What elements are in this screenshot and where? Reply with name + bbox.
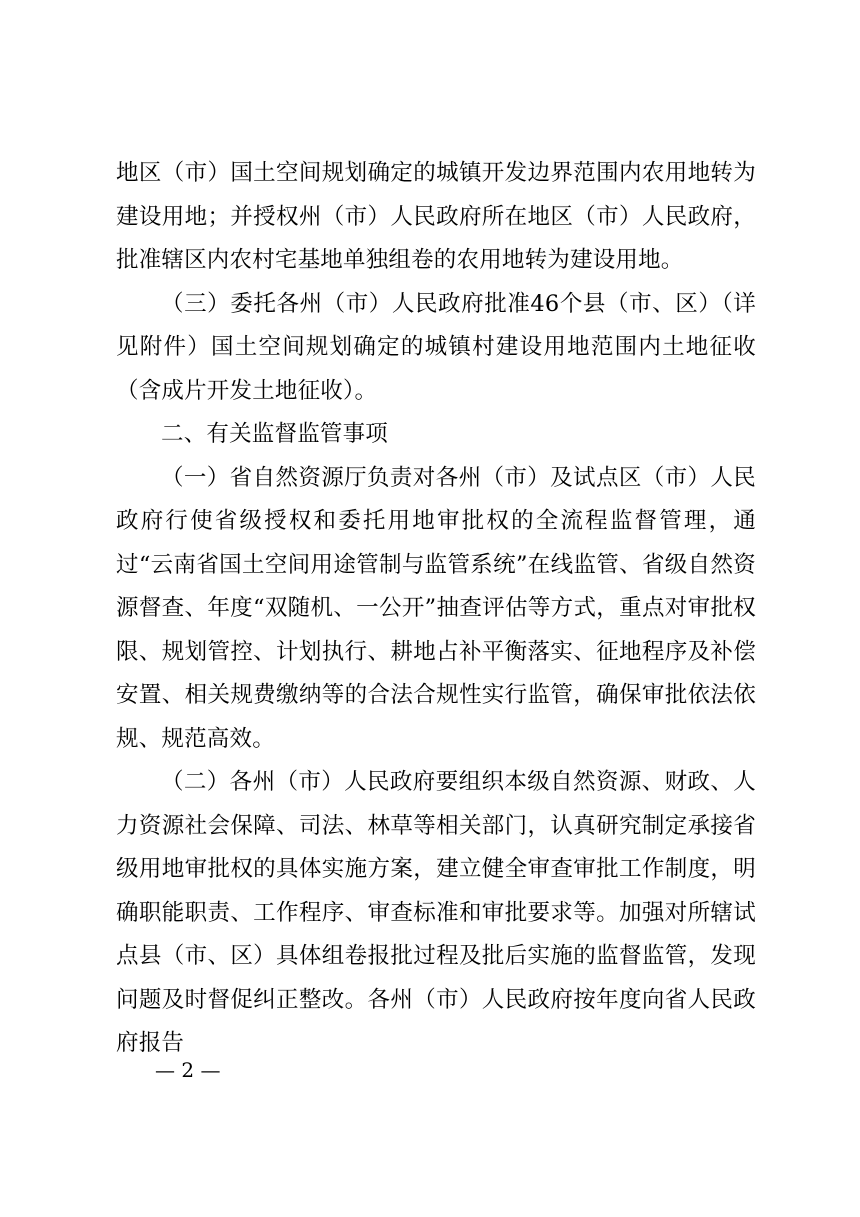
paragraph-continuation: 地区（市）国土空间规划确定的城镇开发边界范围内农用地转为建设用地；并授权州（市）人民政府所在地区（市）人民政府，批准辖区内农村宅基地单独组卷的农用地转为建设用地。 <box>116 160 756 273</box>
page-number: — 2 — <box>155 1058 221 1082</box>
paragraph-item-2: （二）各州（市）人民政府要组织本级自然资源、财政、人力资源社会保障、司法、林草等相关部门，认真研究制定承接省级用地审批权的具体实施方案，建立健全审查审批工作制度，明确职能职责、工作程序、审查标准和审批要求等。加强对所辖试点县（市、区）具体组卷报批过程及批后实施的监督监管，发现问题及时督促纠正整改。各州（市）人民政府按年度向省人民政府报告 <box>116 769 756 1056</box>
section-heading-supervision: 二、有关监督监管事项 <box>161 421 389 447</box>
paragraph-item-1: （一）省自然资源厅负责对各州（市）及试点区（市）人民政府行使省级授权和委托用地审批权的全流程监督管理，通过“云南省国土空间用途管制与监管系统”在线监管、省级自然资源督查、年度“双随机、一公开”抽查评估等方式，重点对审批权限、规划管控、计划执行、耕地占补平衡落实、征地程序及补偿安置、相关规费缴纳等的合法合规性实行监管，确保审批依法依规、规范高效。 <box>116 464 756 752</box>
document-body <box>116 152 756 1066</box>
paragraph-item-3: （三）委托各州（市）人民政府批准46个县（市、区）（详见附件）国土空间规划确定的城镇村建设用地范围内土地征收（含成片开发土地征收）。 <box>116 290 756 404</box>
